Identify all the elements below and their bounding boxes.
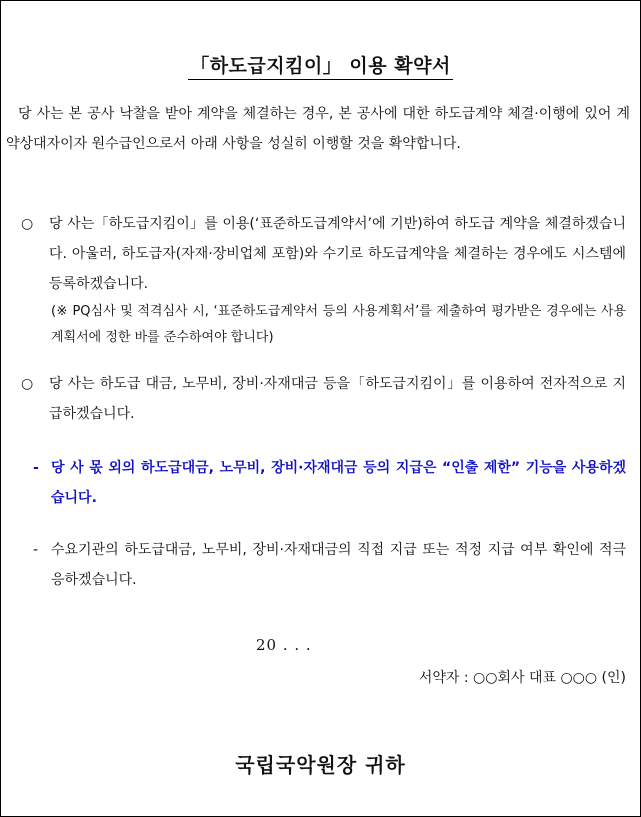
document-title: 「하도급지킴이」 이용 확약서	[188, 55, 453, 80]
sub-item-direct-payment-text: 수요기관의 하도급대금, 노무비, 장비·자재대금의 직접 지급 또는 적정 지급 여부 확인에 적극 응하겠습니다.	[51, 542, 626, 588]
pledge-item-1-text: 당 사는「하도급지킴이」를 이용(‘표준하도급계약서’에 기반)하여 하도급 계약을 체결하겠습니다. 아울러, 하도급자(자재·장비업체 포함)와 수기로 하도급계약을 체결하는 경우에도 시스템에 등록하겠습니다.	[49, 216, 626, 292]
sub-item-withdrawal-limit	[33, 453, 626, 513]
sub-item-direct-payment	[33, 535, 626, 595]
pledge-item-2-text: 당 사는 하도급 대금, 노무비, 장비·자재대금 등을「하도급지킴이」를 이용하여 전자적으로 지급하겠습니다.	[49, 376, 626, 422]
circle-bullet-icon: ○	[21, 216, 34, 232]
pledge-item-1-note: (※ PQ심사 및 적격심사 시, ‘표준하도급계약서 등의 사용계획서’를 제출하여 평가받은 경우에는 사용계획서에 정한 바를 준수하여야 합니다)	[51, 304, 626, 345]
pledge-item-2	[21, 369, 626, 429]
document-title-wrap	[1, 51, 640, 78]
date-line: 20 . . .	[256, 636, 312, 654]
recipient-line: 국립국악원장 귀하	[235, 753, 406, 777]
circle-bullet-icon: ○	[21, 376, 34, 392]
sub-item-withdrawal-limit-text: 당 사 몫 외의 하도급대금, 노무비, 장비·자재대금 등의 지급은 “인출 제한” 기능을 사용하겠습니다.	[51, 460, 626, 506]
intro-paragraph: 당 사는 본 공사 낙찰을 받아 계약을 체결하는 경우, 본 공사에 대한 하도급계약 체결·이행에 있어 계약상대자이자 원수급인으로서 아래 사항을 성실히 이행할 것을 확약합니다.	[6, 106, 630, 152]
signer-line: 서약자 : ○○회사 대표 ○○○ (인)	[418, 670, 626, 686]
pledge-item-1	[21, 209, 626, 351]
dash-bullet-icon: -	[33, 542, 39, 558]
dash-bullet-icon: -	[33, 460, 39, 476]
